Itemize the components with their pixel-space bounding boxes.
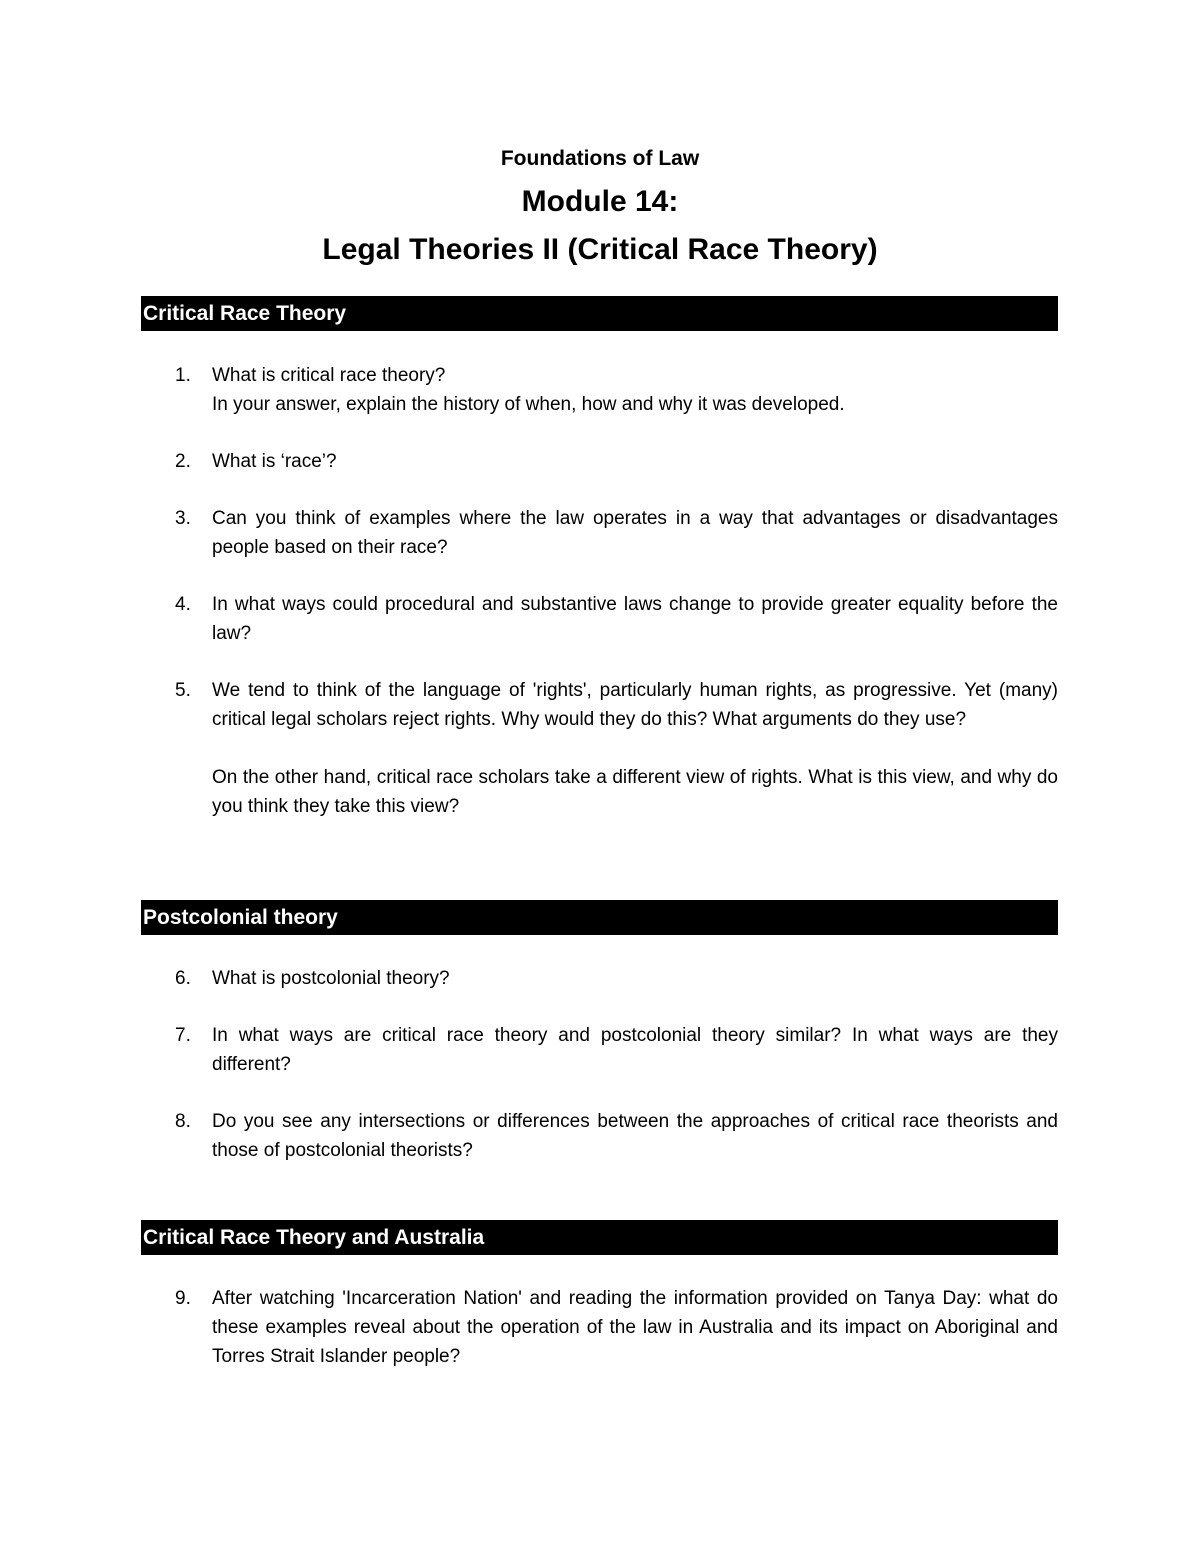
question-4 [141, 590, 1058, 648]
question-3 [141, 504, 1058, 562]
question-text: What is postcolonial theory? [212, 968, 450, 989]
question-text: Do you see any intersections or differences between the approaches of critical race theorists and those of postcolonial theorists? [212, 1111, 1058, 1161]
module-subtitle: Legal Theories II (Critical Race Theory) [322, 233, 878, 266]
question-text: In your answer, explain the history of when, how and why it was developed. [212, 394, 845, 415]
question-8 [141, 1107, 1058, 1165]
question-text: Can you think of examples where the law operates in a way that advantages or disadvantages people based on their race? [212, 508, 1058, 558]
question-number: 2. [175, 451, 191, 472]
question-2 [141, 447, 1058, 476]
question-number: 5. [175, 680, 191, 701]
question-text: After watching 'Incarceration Nation' and reading the information provided on Tanya Day: what do these examples reveal about the operation of the law in Australia and its impact on Aboriginal and Torres Strait Islander people? [212, 1288, 1058, 1367]
question-number: 1. [175, 365, 191, 386]
section-heading-postcolonial-theory: Postcolonial theory [141, 900, 1058, 935]
question-number: 3. [175, 508, 191, 529]
question-1 [141, 361, 1058, 419]
module-title: Module 14: [521, 185, 679, 218]
question-text: What is critical race theory? [212, 365, 446, 386]
question-text: We tend to think of the language of 'rights', particularly human rights, as progressive. Yet (many) critical legal scholars reject rights. Why would they do this? What arguments do they use? [212, 680, 1058, 730]
question-text: What is ‘race’? [212, 451, 337, 472]
question-number: 9. [175, 1288, 191, 1309]
question-number: 7. [175, 1025, 191, 1046]
question-7 [141, 1021, 1058, 1079]
question-text: In what ways could procedural and substantive laws change to provide greater equality before the law? [212, 594, 1058, 644]
section-heading-crt-and-australia: Critical Race Theory and Australia [141, 1220, 1058, 1255]
question-6 [141, 964, 1058, 993]
course-title: Foundations of Law [500, 147, 700, 170]
question-text: In what ways are critical race theory and postcolonial theory similar? In what ways are they different? [212, 1025, 1058, 1075]
question-5 [141, 676, 1058, 821]
section-heading-critical-race-theory: Critical Race Theory [141, 296, 1058, 331]
question-text: On the other hand, critical race scholars take a different view of rights. What is this view, and why do you think they take this view? [212, 767, 1058, 817]
question-number: 8. [175, 1111, 191, 1132]
question-9 [141, 1284, 1058, 1371]
question-number: 4. [175, 594, 191, 615]
question-number: 6. [175, 968, 191, 989]
